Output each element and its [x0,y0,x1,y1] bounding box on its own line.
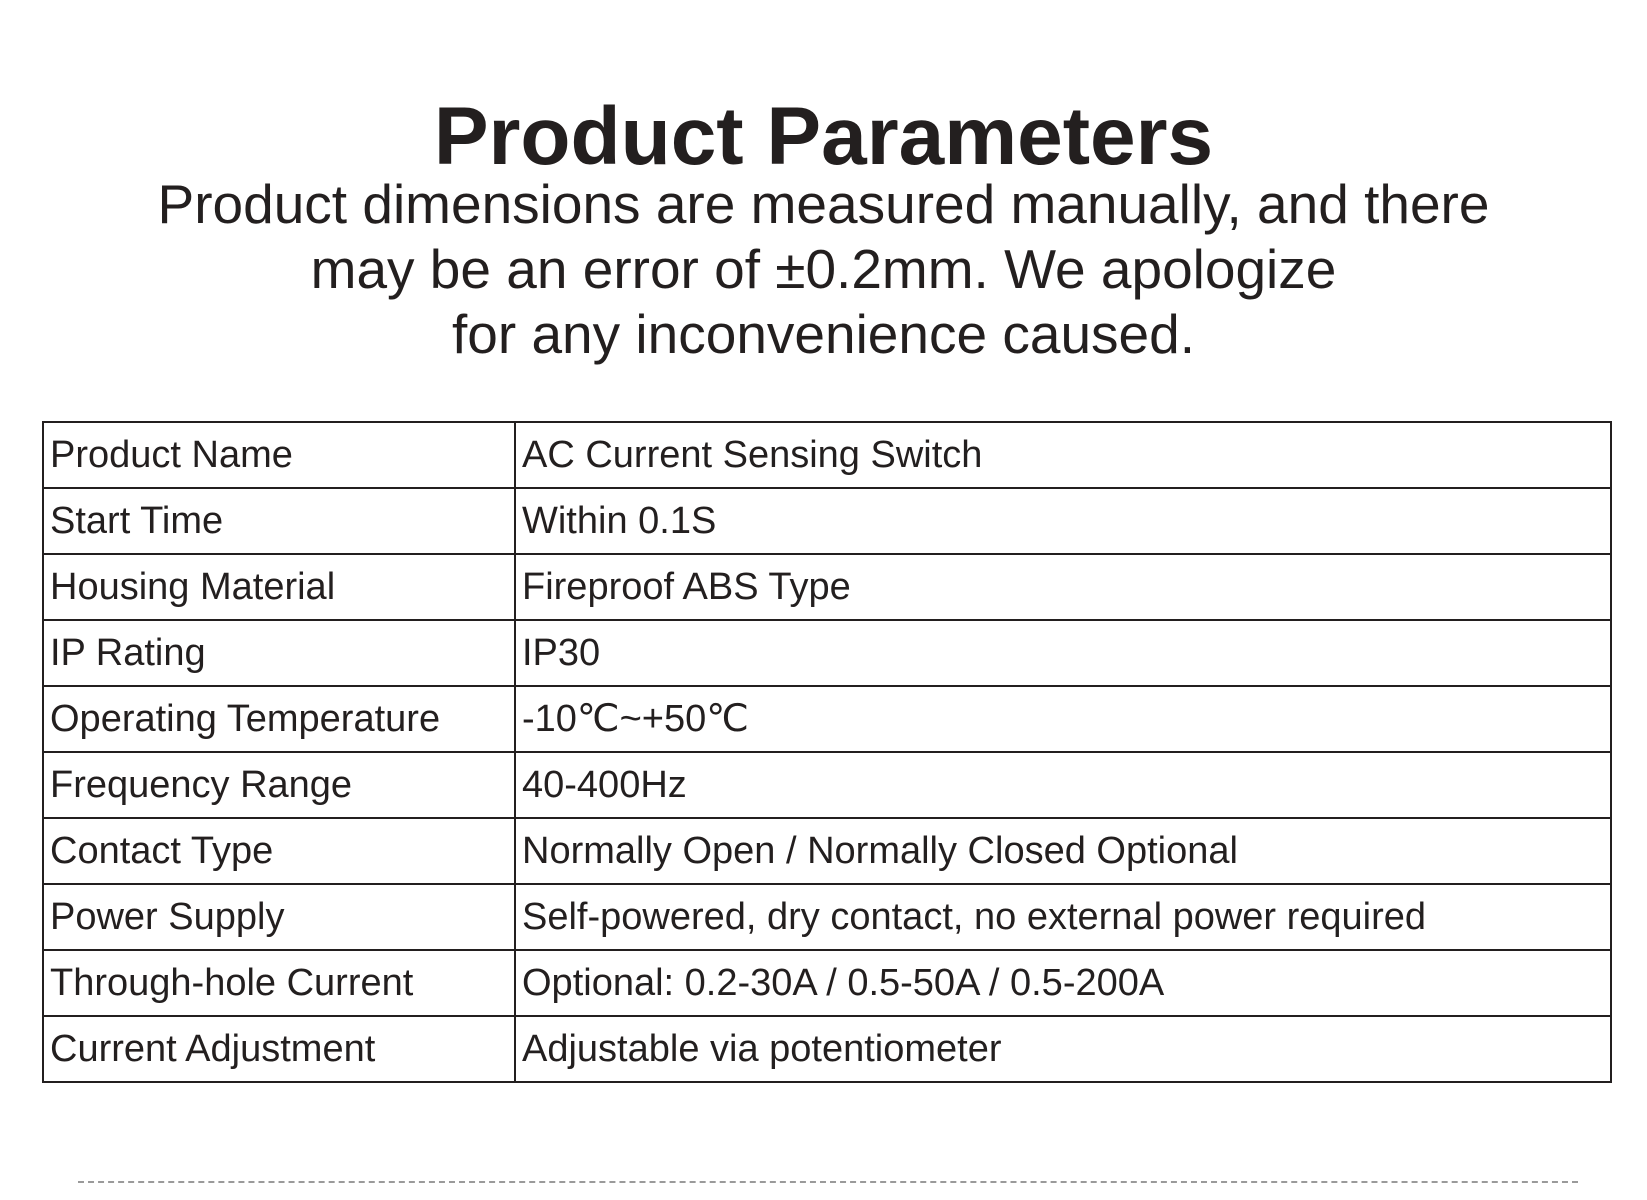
param-label: Housing Material [43,554,515,620]
table-row [43,620,1611,686]
param-label: IP Rating [43,620,515,686]
page-title: Product Parameters [433,90,1214,182]
param-label: Current Adjustment [43,1016,515,1082]
param-label: Contact Type [43,818,515,884]
param-value: Optional: 0.2-30A / 0.5-50A / 0.5-200A [515,950,1611,1016]
table-row [43,818,1611,884]
param-value: 40-400Hz [515,752,1611,818]
table-row [43,950,1611,1016]
param-value: Self-powered, dry contact, no external power required [515,884,1611,950]
param-value: Within 0.1S [515,488,1611,554]
disclaimer-line: Product dimensions are measured manually, and there [157,173,1490,235]
param-value: -10℃~+50℃ [515,686,1611,752]
measurement-disclaimer [0,172,1647,367]
param-value: Normally Open / Normally Closed Optional [515,818,1611,884]
table-row [43,884,1611,950]
param-value: Fireproof ABS Type [515,554,1611,620]
param-label: Operating Temperature [43,686,515,752]
param-label: Power Supply [43,884,515,950]
table-row [43,488,1611,554]
param-label: Frequency Range [43,752,515,818]
disclaimer-line: may be an error of ±0.2mm. We apologize [310,238,1337,300]
table-row [43,422,1611,488]
param-value: Adjustable via potentiometer [515,1016,1611,1082]
table-row [43,686,1611,752]
parameters-table [42,421,1612,1083]
param-value: IP30 [515,620,1611,686]
disclaimer-line: for any inconvenience caused. [452,303,1195,365]
param-value: AC Current Sensing Switch [515,422,1611,488]
param-label: Start Time [43,488,515,554]
param-label: Product Name [43,422,515,488]
param-label: Through-hole Current [43,950,515,1016]
table-row [43,554,1611,620]
table-row [43,752,1611,818]
dashed-divider [78,1181,1578,1183]
table-row [43,1016,1611,1082]
